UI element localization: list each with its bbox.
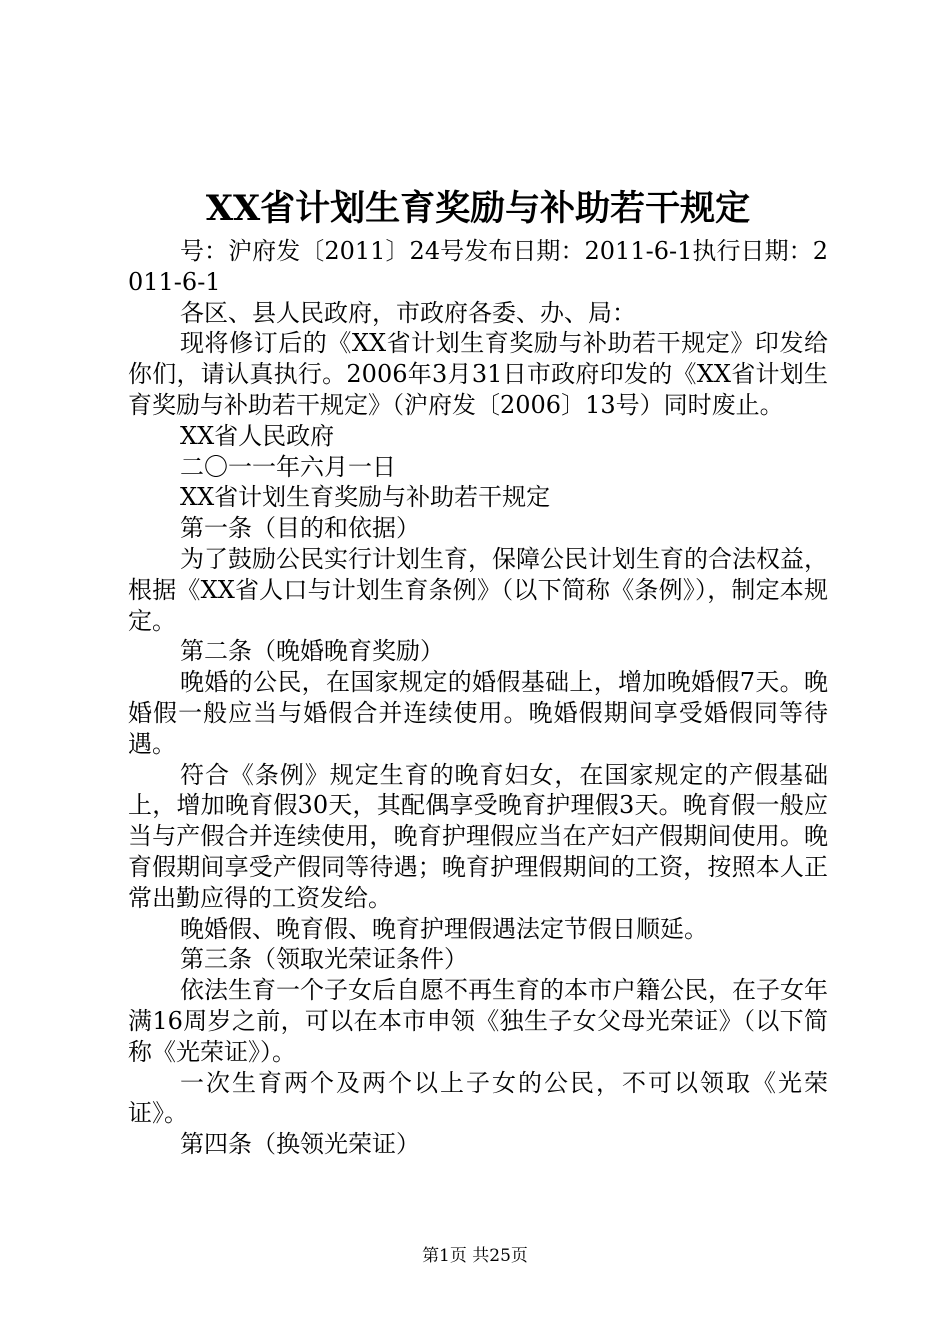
article-1-body: 为了鼓励公民实行计划生育，保障公民计划生育的合法权益，根据《XX省人口与计划生育条例》（以下简称《条例》），制定本规定。 (128, 544, 828, 635)
article-2-body-1: 晚婚的公民，在国家规定的婚假基础上，增加晚婚假7天。晚婚假一般应当与婚假合并连续使用。晚婚假期间享受婚假同等待遇。 (128, 668, 828, 758)
issuer-signature: XX省人民政府 (180, 421, 335, 450)
addressee-paragraph: 各区、县人民政府，市政府各委、办、局： (180, 298, 636, 327)
notice-paragraph: 现将修订后的《XX省计划生育奖励与补助若干规定》印发给你们，请认真执行。2006年3月31日市政府印发的《XX省计划生育奖励与补助若干规定》（沪府发〔2006〕13号）同时废止。 (128, 329, 828, 419)
article-3-body-2: 一次生育两个及两个以上子女的公民，不可以领取《光荣证》。 (128, 1068, 828, 1128)
article-2-heading: 第二条（晚婚晚育奖励） (180, 637, 444, 666)
issue-date: 二〇一一年六月一日 (180, 452, 396, 481)
article-3-heading: 第三条（领取光荣证条件） (180, 945, 468, 974)
article-1-heading: 第一条（目的和依据） (180, 514, 420, 543)
document-title: XX省计划生育奖励与补助若干规定 (205, 188, 751, 229)
regulation-heading: XX省计划生育奖励与补助若干规定 (180, 483, 551, 512)
article-2-body-2: 符合《条例》规定生育的晚育妇女，在国家规定的产假基础上，增加晚育假30天，其配偶享受晚育护理假3天。晚育假一般应当与产假合并连续使用，晚育护理假应当在产妇产假期间使用。晚育假期间享受产假同等待遇；晚育护理假期间的工资，按照本人正常出勤应得的工资发给。 (128, 760, 828, 912)
page-footer: 第1页 共25页 (422, 1246, 528, 1266)
document-page (128, 182, 828, 1160)
article-2-body-3: 晚婚假、晚育假、晚育护理假遇法定节假日顺延。 (180, 914, 708, 943)
article-3-body-1: 依法生育一个子女后自愿不再生育的本市户籍公民，在子女年满16周岁之前，可以在本市申领《独生子女父母光荣证》（以下简称《光荣证》）。 (128, 976, 828, 1066)
issue-info-paragraph: 号：沪府发〔2011〕24号发布日期：2011-6-1执行日期：2011-6-1 (128, 237, 828, 296)
article-4-heading: 第四条（换领光荣证） (180, 1130, 420, 1159)
